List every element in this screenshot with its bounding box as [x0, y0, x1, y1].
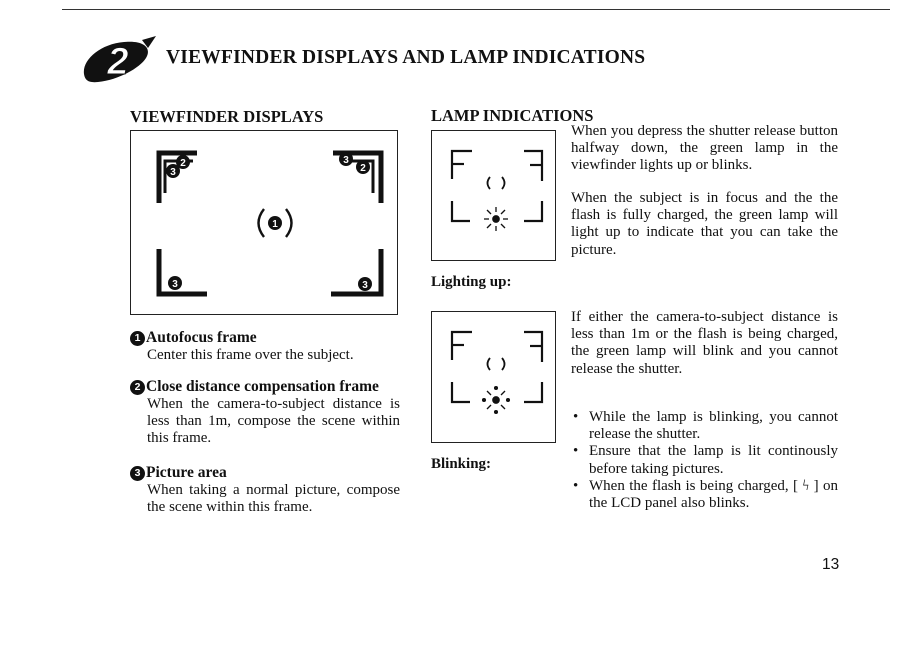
item-close-distance-text: When the camera-to-subject distance is less than 1m, compose the scene within this frame.: [147, 396, 400, 447]
lamp-lighting-diagram: [431, 130, 556, 261]
item-autofocus: [130, 329, 400, 364]
item-close-distance: [130, 378, 400, 448]
lighting-caption: Lighting up:: [431, 274, 512, 290]
svg-text:2: 2: [360, 163, 366, 174]
svg-text:3: 3: [362, 280, 368, 291]
list-item: • Ensure that the lamp is lit continously before taking pictures.: [571, 443, 838, 477]
item-autofocus-title: 1 Autofocus frame: [130, 329, 400, 347]
green-lamp-blinking-icon: [483, 387, 510, 414]
green-lamp-lit-icon: [484, 207, 508, 231]
marker-2-top-right: [356, 160, 370, 174]
svg-text:2: 2: [180, 158, 186, 169]
lamp-paragraph-2: When the subject is in focus and the the flash is fully charged, the green lamp will light up to indicate that you can take the picture.: [571, 190, 838, 258]
svg-text:3: 3: [343, 155, 349, 166]
list-item: • While the lamp is blinking, you cannot release the shutter.: [571, 409, 838, 443]
item-close-distance-title: 2 Close distance compensation frame: [130, 378, 400, 396]
viewfinder-diagram: [130, 130, 398, 315]
number-badge: 2: [130, 380, 145, 395]
number-badge: 1: [130, 331, 145, 346]
item-picture-area: [130, 464, 400, 516]
autofocus-frame: [259, 209, 292, 237]
lamp-paragraph-1: When you depress the shutter release button halfway down, the green lamp in the viewfinder lights up or blinks.: [571, 123, 838, 174]
page-title: VIEWFINDER DISPLAYS AND LAMP INDICATIONS: [166, 47, 646, 68]
chapter-2-icon: [78, 34, 158, 86]
item-picture-area-text: When taking a normal picture, compose the scene within this frame.: [147, 482, 400, 516]
page-number: 13: [822, 556, 840, 573]
viewfinder-svg: [131, 131, 397, 314]
marker-3-bottom-right: [358, 277, 372, 291]
lamp-blinking-diagram: [431, 311, 556, 443]
svg-text:3: 3: [172, 279, 178, 290]
item-autofocus-text: Center this frame over the subject.: [147, 347, 354, 363]
marker-3-top-left: [166, 164, 180, 178]
blinking-caption: Blinking:: [431, 456, 492, 472]
marker-3-top-right: [339, 152, 353, 166]
svg-text:3: 3: [170, 167, 176, 178]
list-item: • When the flash is being charged, [ ϟ ] on the LCD panel also blinks.: [571, 478, 838, 512]
number-badge: 3: [130, 466, 145, 481]
item-picture-area-title: 3 Picture area: [130, 464, 400, 482]
top-rule: [62, 9, 890, 10]
lamp-bullet-list: [571, 409, 838, 512]
lamp-paragraph-3: If either the camera-to-subject distance is less than 1m or the flash is being charged, the green lamp will blink and you cannot release the shutter.: [571, 309, 838, 377]
chapter-number: 2: [107, 41, 129, 83]
lamp-heading: LAMP INDICATIONS: [431, 106, 594, 125]
svg-text:1: 1: [272, 219, 278, 230]
marker-3-bottom-left: [168, 276, 182, 290]
viewfinder-heading: VIEWFINDER DISPLAYS: [130, 107, 324, 126]
